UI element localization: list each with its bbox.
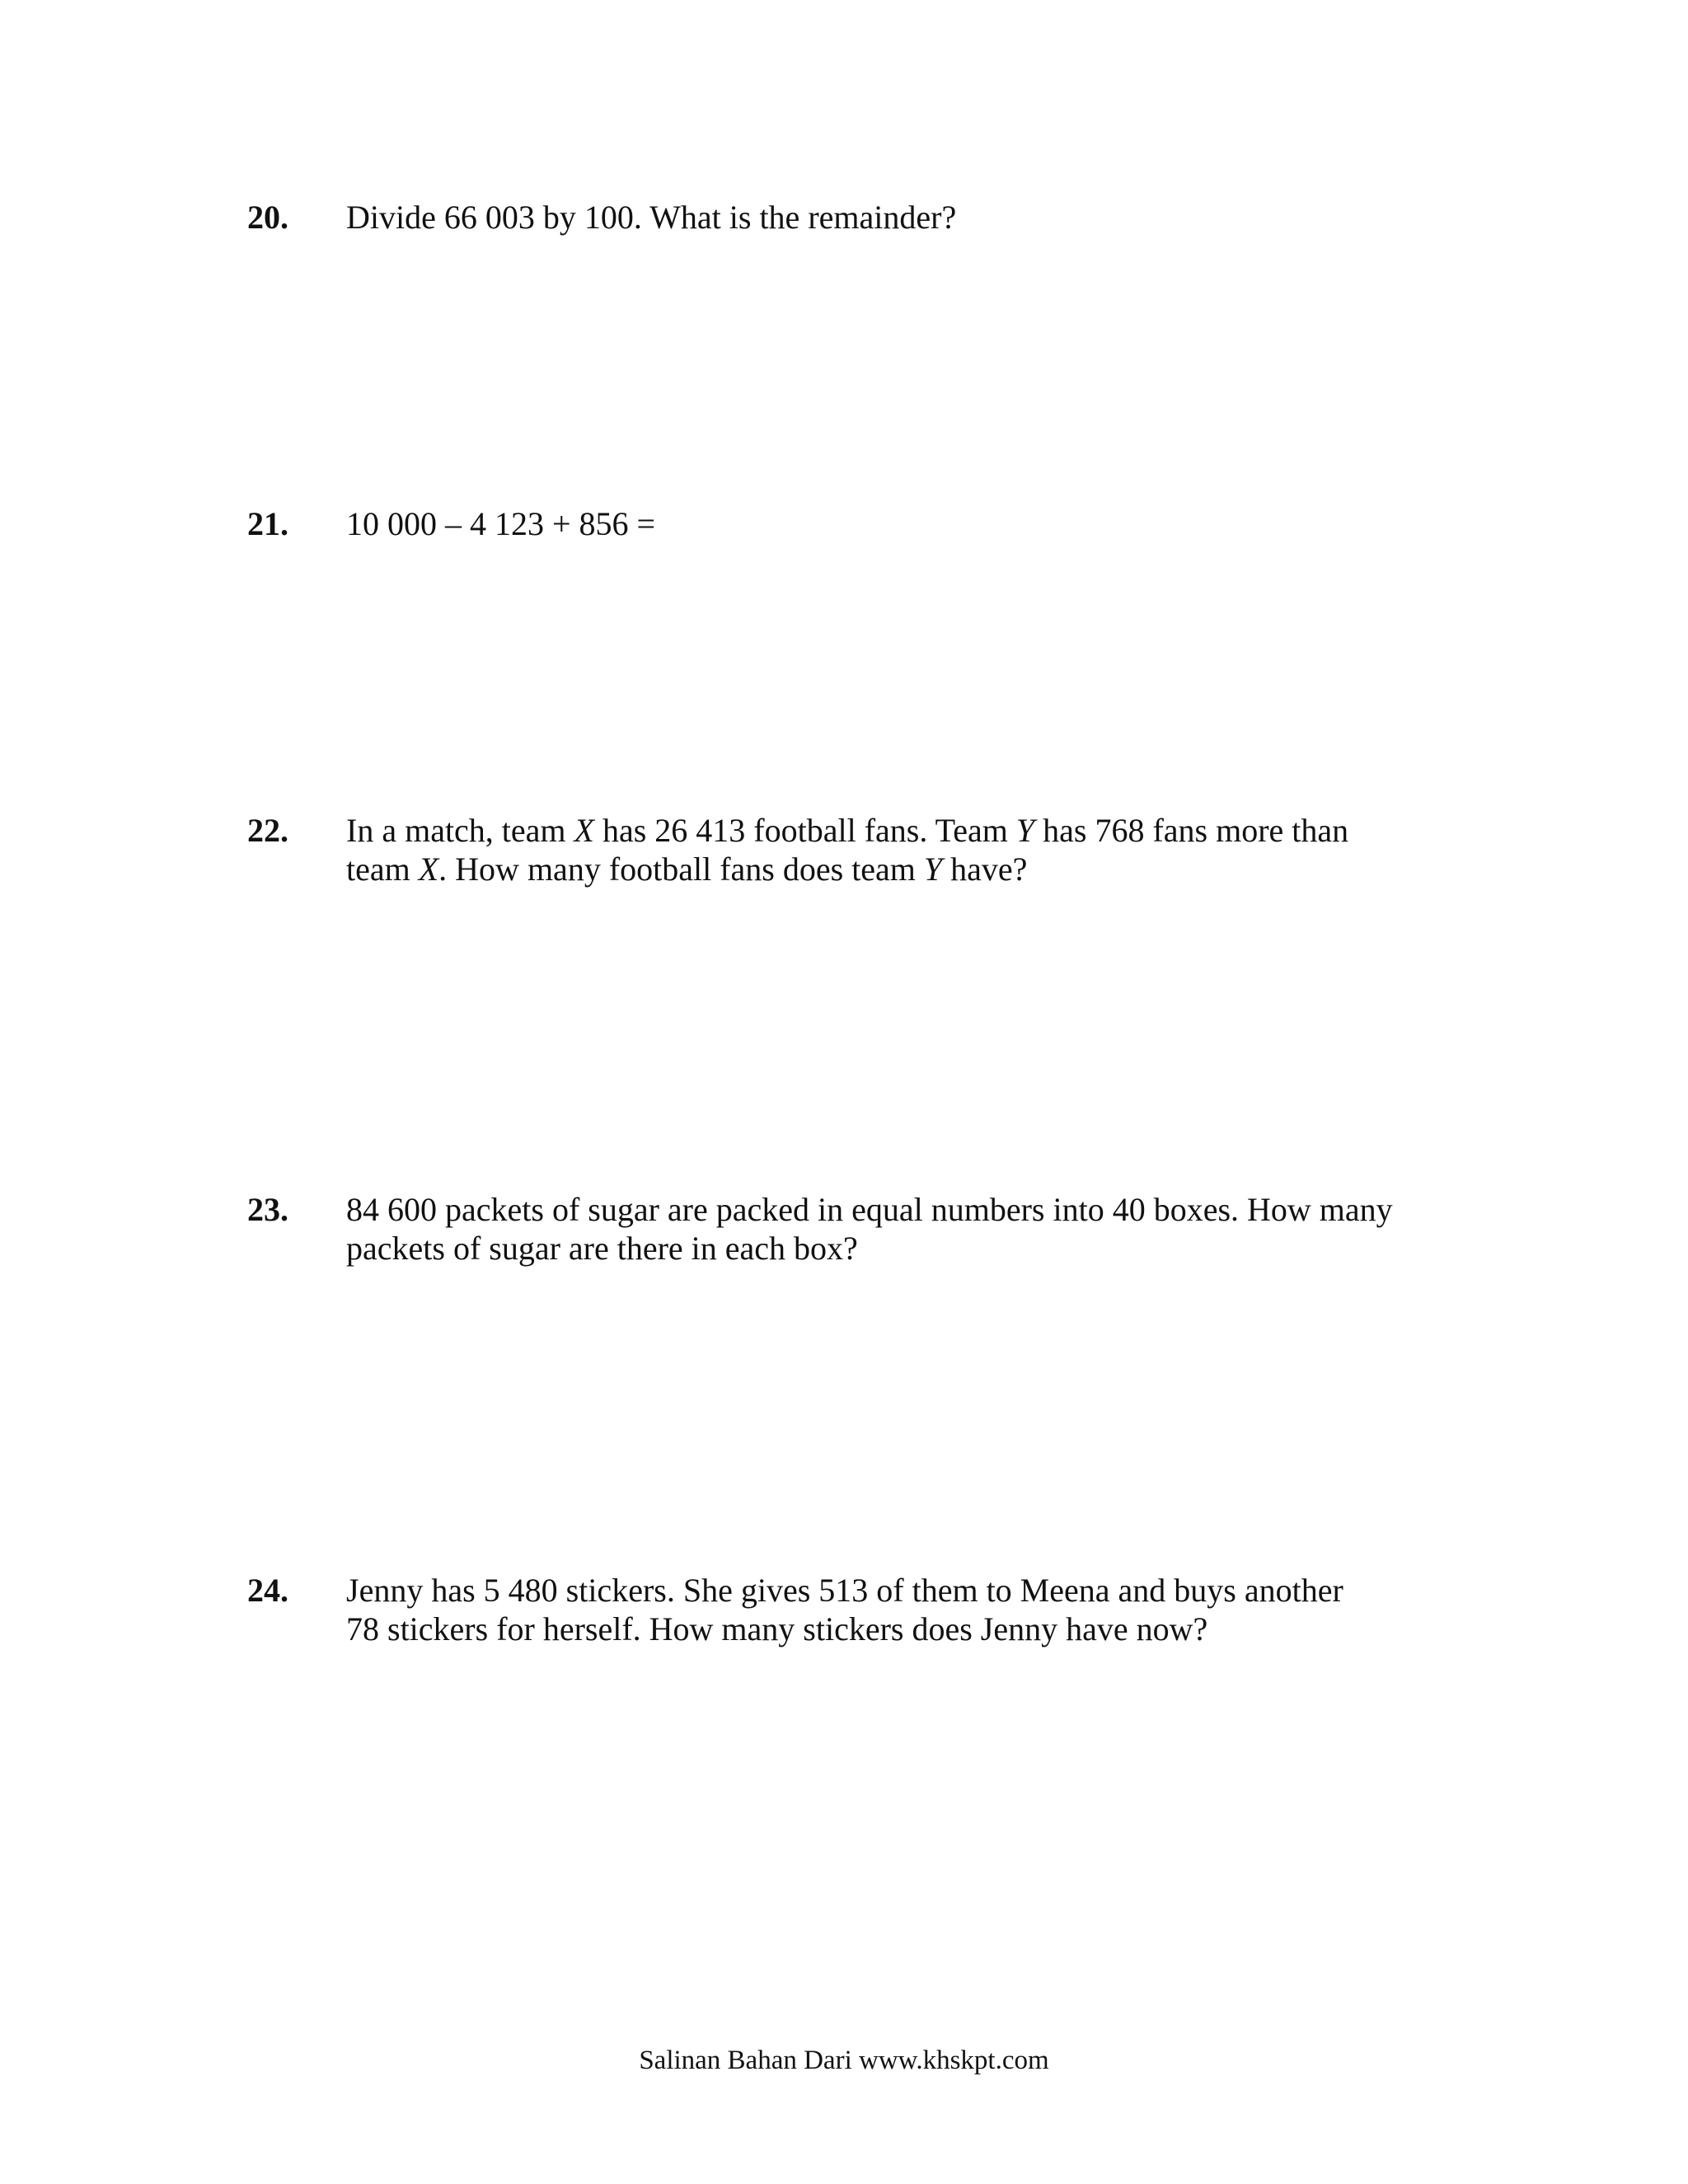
question-text <box>346 811 1467 888</box>
question-line: team X. How many football fans does team Y have? <box>346 851 1028 888</box>
question-line: Jenny has 5 480 stickers. She gives 513 of them to Meena and buys another <box>346 1572 1343 1609</box>
variable-y: Y <box>923 851 943 888</box>
question-text <box>346 1190 1467 1268</box>
variable-y: Y <box>1015 812 1035 849</box>
variable-x: X <box>418 851 439 888</box>
question-number: 20. <box>247 199 288 236</box>
question-line: 10 000 – 4 123 + 856 = <box>346 505 656 542</box>
question-number: 24. <box>247 1572 288 1609</box>
question-line: Divide 66 003 by 100. What is the remainder? <box>346 199 957 236</box>
question-line: 84 600 packets of sugar are packed in equal numbers into 40 boxes. How many <box>346 1191 1393 1228</box>
variable-x: X <box>574 812 594 849</box>
question-line: 78 stickers for herself. How many stickers does Jenny have now? <box>346 1610 1208 1647</box>
question-line: packets of sugar are there in each box? <box>346 1230 858 1267</box>
question-line: In a match, team X has 26 413 football fans. Team Y has 768 fans more than <box>346 812 1349 849</box>
question-number: 23. <box>247 1191 288 1228</box>
question-text <box>346 504 1467 543</box>
question-text <box>346 198 1467 237</box>
question-number: 21. <box>247 505 288 542</box>
question-number: 22. <box>247 812 288 849</box>
footer-source: Salinan Bahan Dari www.khskpt.com <box>639 2046 1049 2075</box>
question-text <box>346 1571 1467 1648</box>
